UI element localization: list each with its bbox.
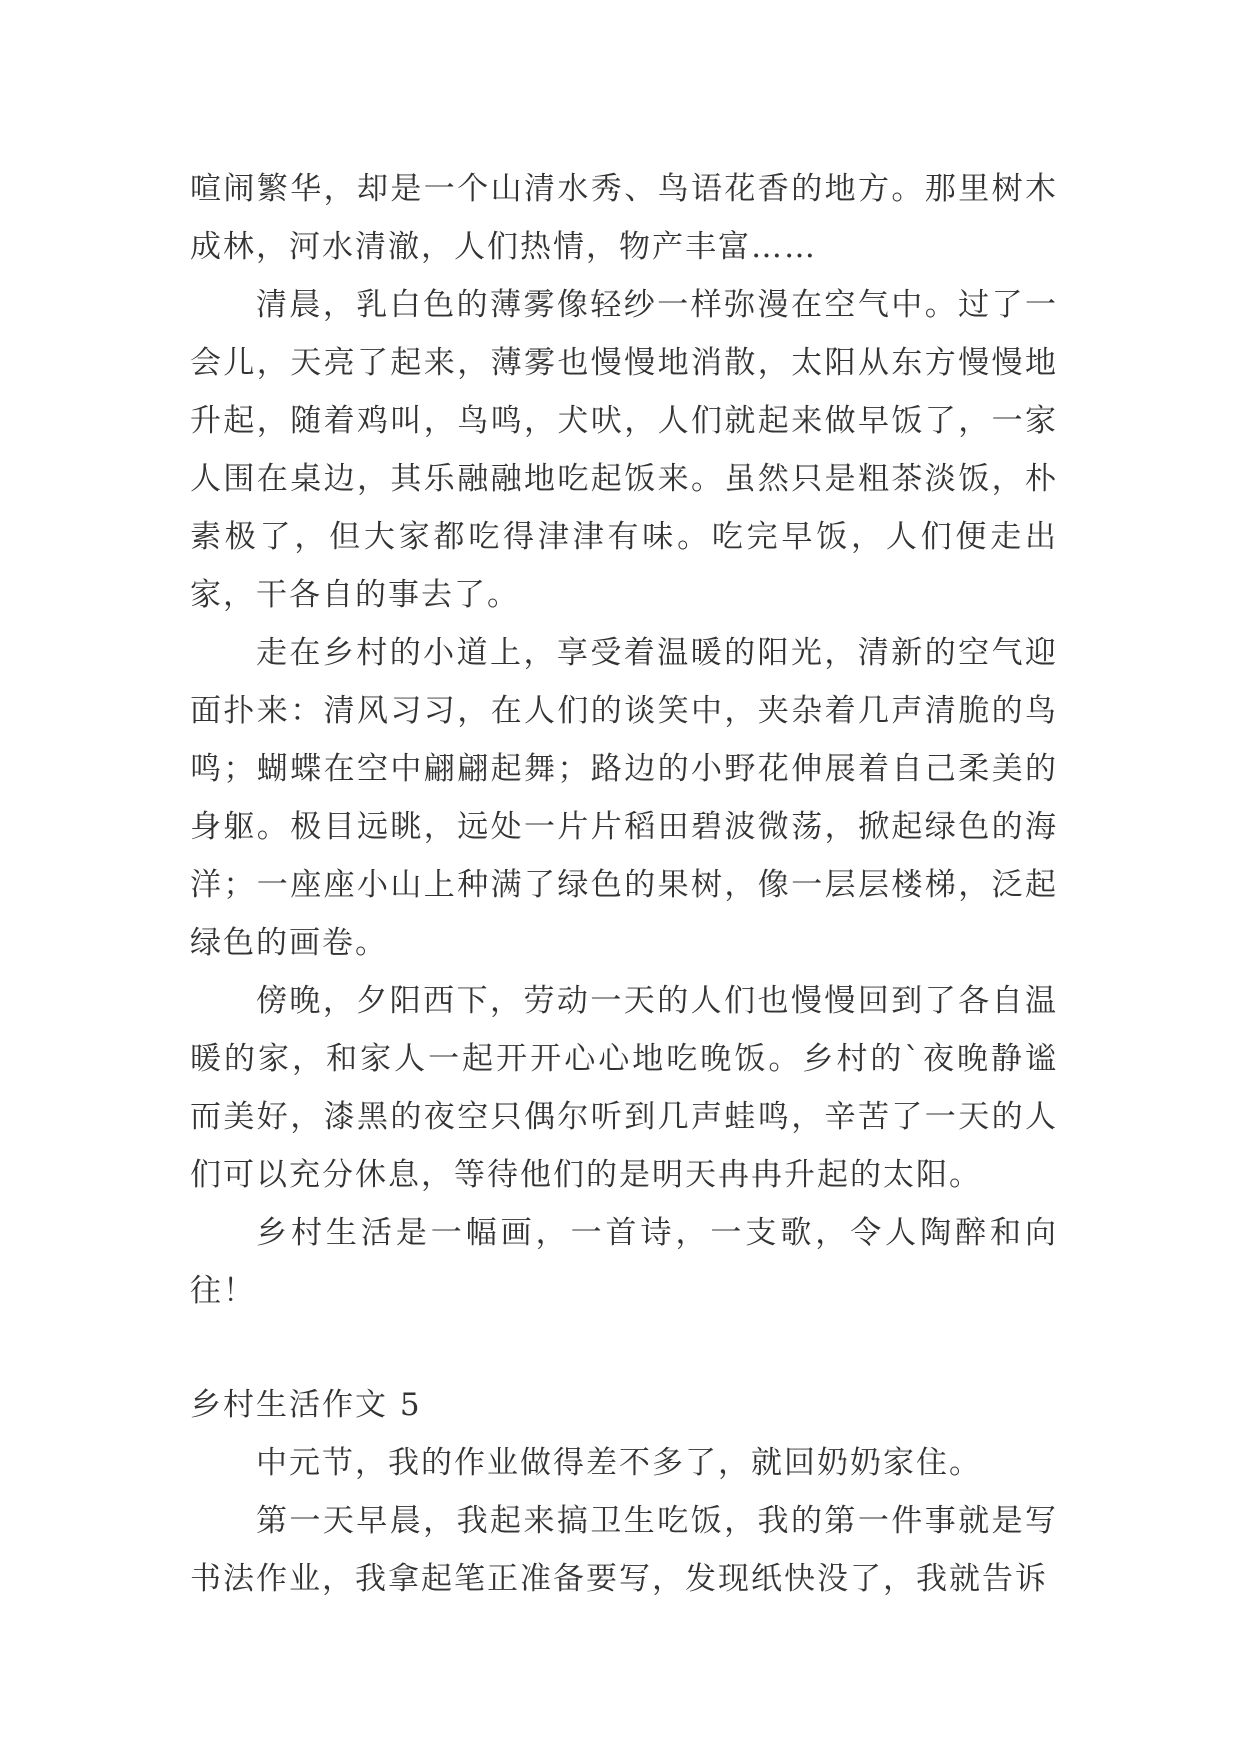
paragraph-intro: 中元节，我的作业做得差不多了，就回奶奶家住。	[256, 1445, 982, 1481]
paragraph-conclusion: 乡村生活是一幅画，一首诗，一支歌，令人陶醉和向往！	[190, 1215, 1058, 1309]
paragraph-continued: 喧闹繁华，却是一个山清水秀、鸟语花香的地方。那里树木成林，河水清澈，人们热情，物产丰富……	[190, 171, 1058, 265]
paragraph-first-day: 第一天早晨，我起来搞卫生吃饭，我的第一件事就是写书法作业，我拿起笔正准备要写，发现纸快没了，我就告诉	[190, 1503, 1058, 1597]
paragraph-morning: 清晨，乳白色的薄雾像轻纱一样弥漫在空气中。过了一会儿，天亮了起来，薄雾也慢慢地消散，太阳从东方慢慢地升起，随着鸡叫，鸟鸣，犬吠，人们就起来做早饭了，一家人围在桌边，其乐融融地吃起饭来。虽然只是粗茶淡饭，朴素极了，但大家都吃得津津有味。吃完早饭，人们便走出家，干各自的事去了。	[190, 287, 1058, 613]
paragraph-evening: 傍晚，夕阳西下，劳动一天的人们也慢慢回到了各自温暖的家，和家人一起开开心心地吃晚饭。乡村的`夜晚静谧而美好，漆黑的夜空只偶尔听到几声蛙鸣，辛苦了一天的人们可以充分休息，等待他们的是明天冉冉升起的太阳。	[190, 983, 1058, 1193]
paragraph-village-road: 走在乡村的小道上，享受着温暖的阳光，清新的空气迎面扑来：清风习习，在人们的谈笑中，夹杂着几声清脆的鸟鸣；蝴蝶在空中翩翩起舞；路边的小野花伸展着自己柔美的身躯。极目远眺，远处一片片稻田碧波微荡，掀起绿色的海洋；一座座小山上种满了绿色的果树，像一层层楼梯，泛起绿色的画卷。	[190, 635, 1058, 961]
article-body	[190, 160, 1058, 1608]
section-title: 乡村生活作文 5	[190, 1387, 422, 1423]
